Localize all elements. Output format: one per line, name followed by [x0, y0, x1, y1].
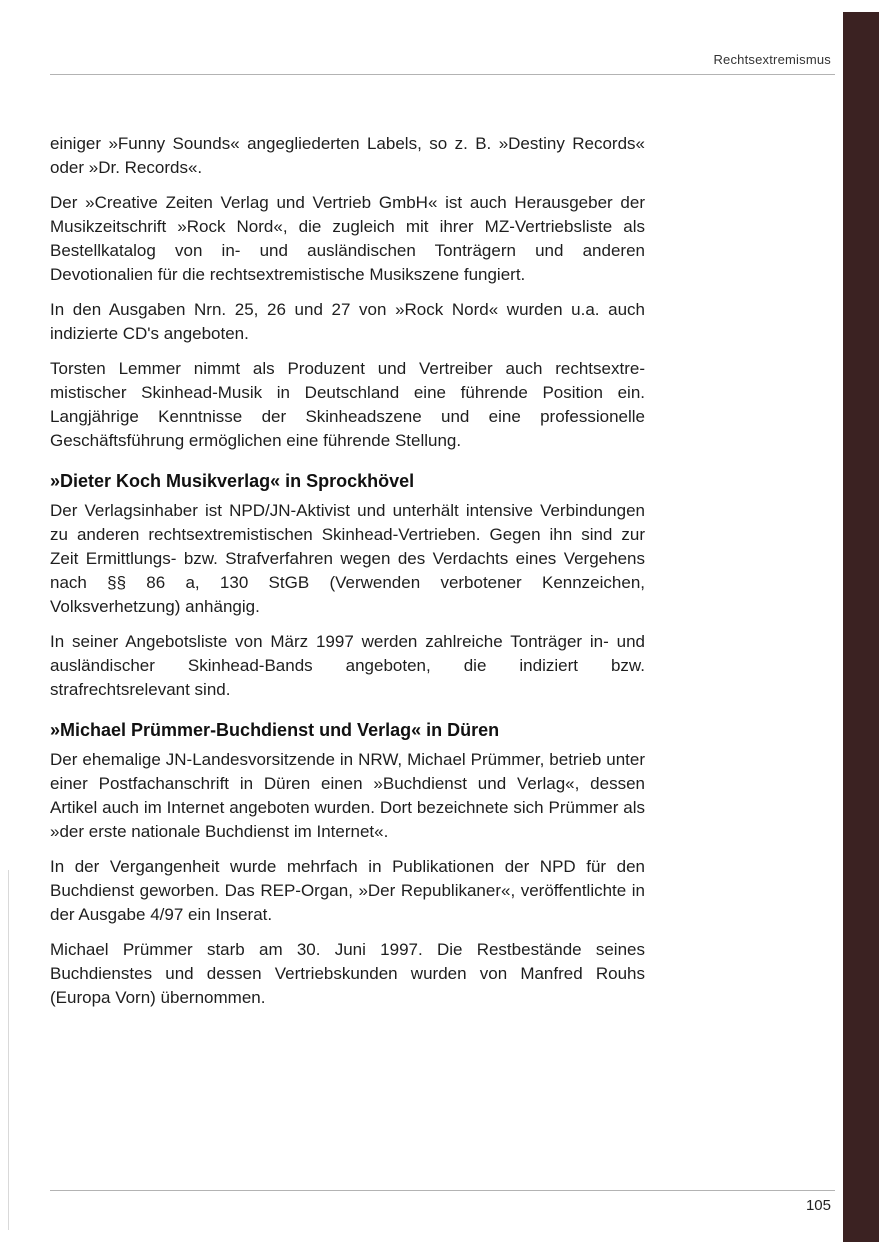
page-body [50, 132, 645, 1021]
footer-divider [50, 1190, 835, 1191]
paragraph-6: In seiner Angebotsliste von März 1997 werden zahlreiche Tonträger in- und ausländischer Skinhead-Bands angeboten, die indiziert bzw. strafrechtsrelevant sind. [50, 632, 645, 699]
page-number: 105 [805, 1197, 831, 1214]
paragraph-4: Torsten Lemmer nimmt als Produzent und Vertreiber auch rechtsextremistischer Skinhead-Musik in Deutschland eine führende Position ein. Langjährige Kenntnisse der Skinheadszene und eine professionelle Geschäftsführung ermöglichen eine führende Stellung. [50, 359, 645, 450]
paragraph-8: In der Vergangenheit wurde mehrfach in Publikationen der NPD für den Buchdienst geworben. Das REP-Organ, »Der Republikaner«, veröffentlichte in der Ausgabe 4/97 ein Inserat. [50, 857, 645, 924]
paragraph-1: einiger »Funny Sounds« angegliederten Labels, so z. B. »Destiny Records« oder »Dr. Records«. [50, 134, 645, 177]
section-heading-pruemmer: »Michael Prümmer-Buchdienst und Verlag« in Düren [50, 720, 500, 740]
paragraph-5: Der Verlagsinhaber ist NPD/JN-Aktivist und unterhält intensive Verbindungen zu anderen rechtsextremistischen Skinhead-Vertrieben. Gegen ihn sind zur Zeit Ermittlungs- bzw. Strafverfahren wegen des Verdachts eines Vergehens nach §§ 86 a, 130 StGB (Verwenden verbotener Kennzeichen, Volksverhetzung) anhängig. [50, 501, 645, 616]
paragraph-7: Der ehemalige JN-Landesvorsitzende in NRW, Michael Prümmer, betrieb unter einer Postfachanschrift in Düren einen »Buchdienst und Verlag«, dessen Artikel auch im Internet angeboten wurden. Dort bezeichnete sich Prümmer als »der erste nationale Buchdienst im Internet«. [50, 750, 645, 841]
paragraph-3: In den Ausgaben Nrn. 25, 26 und 27 von »Rock Nord« wurden u.a. auch indizierte CD's angeboten. [50, 300, 645, 343]
paragraph-2: Der »Creative Zeiten Verlag und Vertrieb GmbH« ist auch Herausgeber der Musikzeitschrift »Rock Nord«, die zugleich mit ihrer MZ-Vertriebsliste als Bestellkatalog von in- und ausländischen Tonträgern und anderen Devotionalien für die rechtsextremistische Musikszene fungiert. [50, 193, 645, 284]
page-edge-binding [843, 12, 879, 1242]
scan-mark [8, 870, 9, 1230]
section-heading-koch: »Dieter Koch Musikverlag« in Sprockhövel [50, 471, 415, 491]
paragraph-9: Michael Prümmer starb am 30. Juni 1997. Die Restbestände seines Buchdienstes und dessen Vertriebskunden wurden von Manfred Rouhs (Europa Vorn) übernommen. [50, 940, 645, 1007]
running-header: Rechtsextremismus [713, 52, 831, 67]
header-divider [50, 74, 835, 75]
